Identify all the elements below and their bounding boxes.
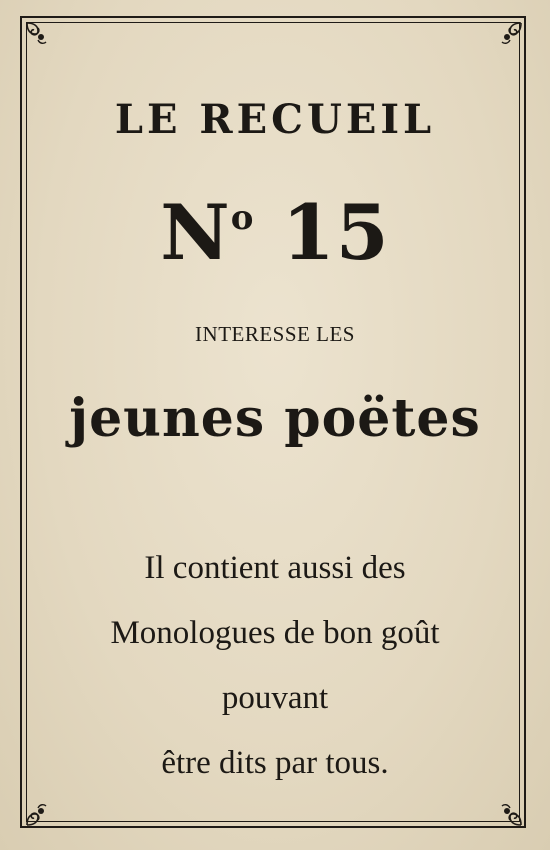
fleuron-corner-bottom-left-icon (24, 802, 50, 828)
issue-number (0, 188, 550, 277)
description-block (0, 536, 550, 796)
description-line: pouvant (221, 680, 329, 716)
number-prefix: N (160, 188, 231, 277)
recueil-title: LE RECUEIL (114, 96, 436, 143)
fleuron-corner-top-right-icon (498, 20, 524, 46)
description-line: Monologues de bon goût (110, 615, 440, 651)
description-line: être dits par tous. (161, 745, 389, 781)
fleuron-corner-top-left-icon (24, 20, 50, 46)
fleuron-corner-bottom-right-icon (498, 802, 524, 828)
number-superscript: o (230, 198, 255, 238)
description-line: Il contient aussi des (144, 550, 406, 586)
headline-young-poets: jeunes poëtes (69, 388, 481, 449)
interest-line: INTERESSE LES (195, 322, 355, 346)
number-value: 15 (281, 188, 390, 277)
